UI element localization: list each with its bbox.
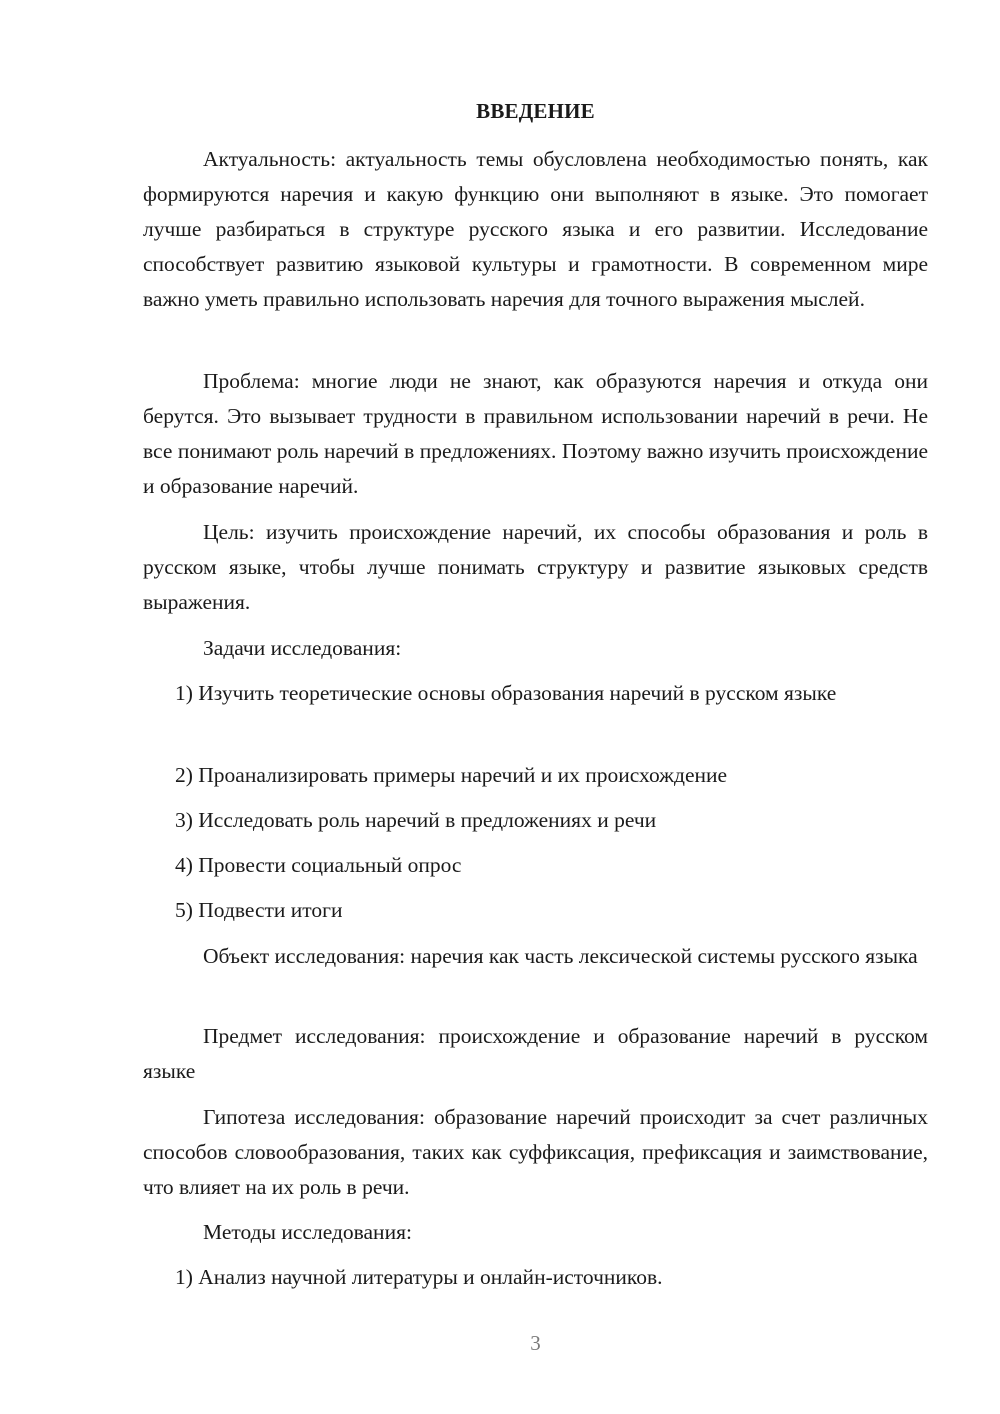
- problem-paragraph: Проблема: многие люди не знают, как образуются наречия и откуда они берутся. Это вызывает трудности в правильном использовании наречий в речи. Не все понимают роль наречий в предложениях. Поэтому важно изучить происхождение и образование наречий.: [143, 369, 928, 498]
- method-item: 1) Анализ научной литературы и онлайн-источников.: [175, 1265, 663, 1289]
- subject-paragraph: Предмет исследования: происхождение и образование наречий в русском языке: [143, 1024, 928, 1083]
- methods-heading: Методы исследования:: [203, 1220, 412, 1244]
- hypothesis-paragraph: Гипотеза исследования: образование наречий происходит за счет различных способов словообразования, таких как суффиксация, префиксация и заимствование, что влияет на их роль в речи.: [143, 1105, 928, 1199]
- relevance-paragraph: Актуальность: актуальность темы обусловлена необходимостью понять, как формируются наречия и какую функцию они выполняют в языке. Это помогает лучше разбираться в структуре русского языка и его развитии. Исследование способствует развитию языковой культуры и грамотности. В современном мире важно уметь правильно использовать наречия для точного выражения мыслей.: [143, 147, 928, 311]
- page-number: 3: [530, 1331, 541, 1355]
- section-heading: ВВЕДЕНИЕ: [476, 99, 595, 123]
- tasks-heading: Задачи исследования:: [203, 636, 402, 660]
- task-item: 3) Исследовать роль наречий в предложениях и речи: [175, 808, 657, 832]
- object-paragraph: Объект исследования: наречия как часть лексической системы русского языка: [203, 944, 918, 968]
- task-item: 1) Изучить теоретические основы образования наречий в русском языке: [175, 681, 837, 705]
- goal-paragraph: Цель: изучить происхождение наречий, их способы образования и роль в русском языке, чтобы лучше понимать структуру и развитие языковых средств выражения.: [143, 520, 928, 614]
- document-page: [143, 0, 928, 1414]
- task-item: 5) Подвести итоги: [175, 898, 343, 922]
- task-item: 4) Провести социальный опрос: [175, 853, 462, 877]
- task-item: 2) Проанализировать примеры наречий и их происхождение: [175, 763, 728, 787]
